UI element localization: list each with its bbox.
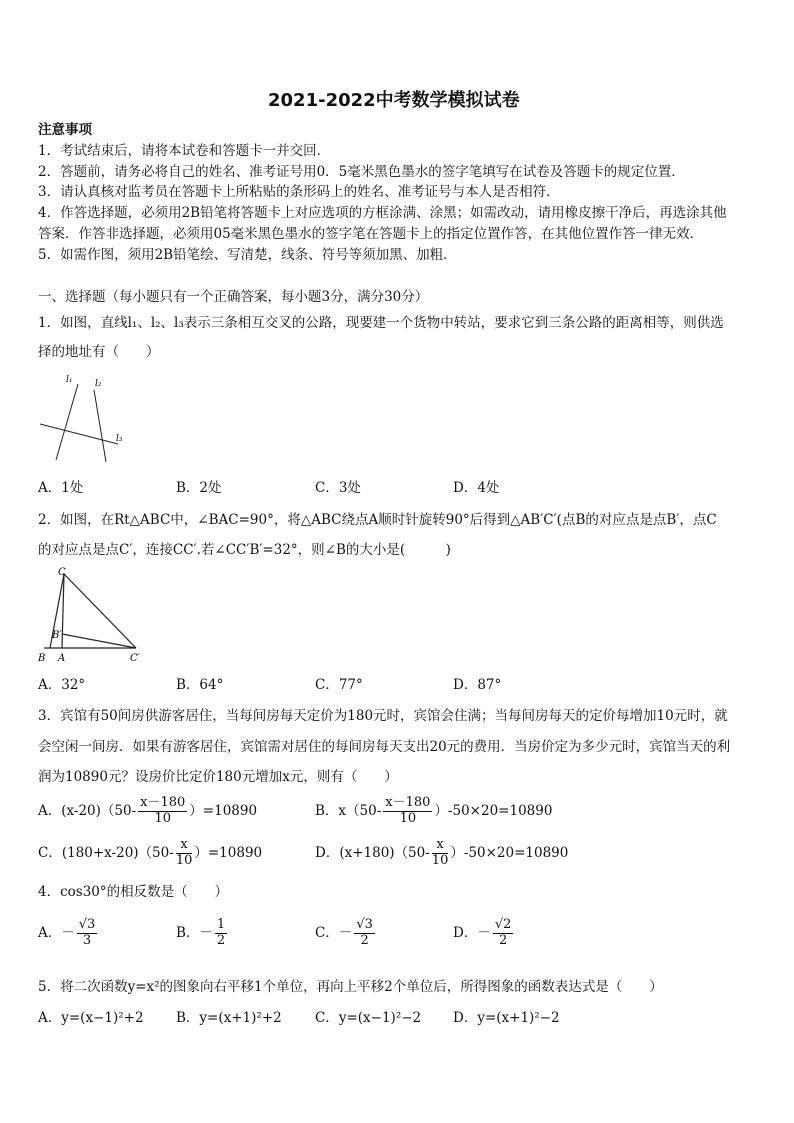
fraction: $\frac{√3}{3}$	[78, 917, 96, 948]
q3-stem-line3: 润为10890元？设房价比定价180元增加x元，则有（ ）	[38, 769, 398, 785]
q5-stem: 5．将二次函数y=x²的图象向右平移1个单位，再向上平移2个单位后，所得图象的函数表达式是（ ）	[38, 979, 663, 995]
q5-option-c: C．y=(x−1)²−2	[315, 1010, 422, 1026]
q3-stem-line2: 会空闲一间房．如果有游客居住，宾馆需对居住的每间房每天支出20元的费用．当房价定为多少元时，宾馆当天的利	[38, 739, 731, 755]
q3-option-b: B．x（50- $\frac{x-180}{10}$ ）-50×20=10890	[315, 795, 553, 826]
fraction: $\frac{x-180}{10}$	[385, 795, 431, 826]
q1-option-d: D．4处	[453, 480, 500, 496]
label-l1: l₁	[66, 375, 73, 385]
fraction: $\frac{√3}{2}$	[356, 917, 373, 948]
label-c-prime: C′	[130, 653, 140, 664]
notice-item: 2．答题前，请务必将自己的姓名、准考证号用0．5毫米黑色墨水的签字笔填写在试卷及答题卡的规定位置．	[38, 164, 685, 180]
q5-option-b: B．y=(x+1)²+2	[176, 1010, 282, 1026]
q4-stem: 4．cos30°的相反数是（ ）	[38, 884, 229, 900]
q2-option-b: B．64°	[176, 677, 224, 693]
fraction: $\frac{x}{10}$	[431, 837, 449, 868]
q5-option-d: D．y=(x+1)²−2	[453, 1010, 560, 1026]
q4-option-b: B．－ $\frac{1}{2}$	[176, 917, 226, 948]
q4-option-d: D．－ $\frac{√2}{2}$	[453, 917, 512, 948]
q4-option-c: C．－ $\frac{√3}{2}$	[315, 917, 373, 948]
q5-option-a: A．y=(x−1)²+2	[38, 1010, 144, 1026]
label-b-prime: B′	[52, 630, 62, 641]
q1-option-b: B．2处	[176, 480, 222, 496]
q1-option-a: A．1处	[38, 480, 84, 496]
fraction: $\frac{x-180}{10}$	[140, 795, 186, 826]
notice-item: 1．考试结束后，请将本试卷和答题卡一并交回．	[38, 143, 331, 159]
notice-item: 5．如需作图，须用2B铅笔绘、写清楚，线条、符号等须加黑、加粗．	[38, 247, 457, 263]
fraction: $\frac{√2}{2}$	[494, 917, 512, 948]
page-title: 2021-2022中考数学模拟试卷	[268, 90, 520, 111]
line-l2	[94, 390, 106, 462]
q3-option-c: C．(180+x-20)（50- $\frac{x}{10}$ ）=10890	[38, 837, 263, 868]
label-l3: l₃	[116, 434, 123, 444]
q2-option-d: D．87°	[453, 677, 502, 693]
notice-item: 答案．作答非选择题，必须用05毫米黑色墨水的签字笔在答题卡上的指定位置作答，在其他位置作答一律无效．	[38, 226, 704, 242]
notice-item: 4．作答选择题，必须用2B铅笔将答题卡上对应选项的方框涂满、涂黑；如需改动，请用橡皮擦干净后，再选涂其他	[38, 205, 727, 221]
q3-stem-line1: 3．宾馆有50间房供游客居住，当每间房每天定价为180元时，宾馆会住满；当每间房每天的定价每增加10元时，就	[38, 708, 728, 724]
q4-option-a: A．－ $\frac{√3}{3}$	[38, 917, 96, 948]
line-l3	[40, 424, 118, 444]
label-a: A	[58, 653, 66, 664]
fraction: $\frac{1}{2}$	[216, 917, 226, 948]
q1-stem-line1: 1．如图，直线l₁、l₂、l₃表示三条相互交叉的公路，现要建一个货物中转站，要求它到三条公路的距离相等，则供选	[38, 315, 724, 331]
q3-option-a: A．(x-20)（50- $\frac{x-180}{10}$ ）=10890	[38, 795, 258, 826]
q2-figure	[34, 566, 154, 666]
q3-option-d: D．(x+180)（50- $\frac{x}{10}$ ）-50×20=10890	[315, 837, 569, 868]
q1-option-c: C．3处	[315, 480, 361, 496]
section-heading: 一、选择题（每小题只有一个正确答案，每小题3分，满分30分）	[38, 289, 429, 305]
label-l2: l₂	[95, 379, 102, 389]
notice-heading: 注意事项	[38, 122, 92, 138]
q1-figure	[36, 370, 136, 470]
q2-option-c: C．77°	[315, 677, 363, 693]
q2-option-a: A．32°	[38, 677, 86, 693]
label-c: C	[58, 567, 66, 578]
notice-item: 3．请认真核对监考员在答题卡上所粘贴的条形码上的姓名、准考证号与本人是否相符．	[38, 184, 560, 200]
line-l1	[56, 384, 78, 460]
fraction: $\frac{x}{10}$	[175, 837, 193, 868]
q2-stem-line2: 的对应点是点C′，连接CC′.若∠CC′B′=32°，则∠B的大小是( )	[38, 542, 451, 558]
q2-stem-line1: 2．如图，在Rt△ABC中，∠BAC=90°，将△ABC绕点A顺时针旋转90°后得到△AB′C′(点B的对应点是点B′，点C	[38, 512, 717, 528]
q1-stem-line2: 择的地址有（ ）	[38, 344, 160, 360]
label-b: B	[38, 653, 46, 664]
